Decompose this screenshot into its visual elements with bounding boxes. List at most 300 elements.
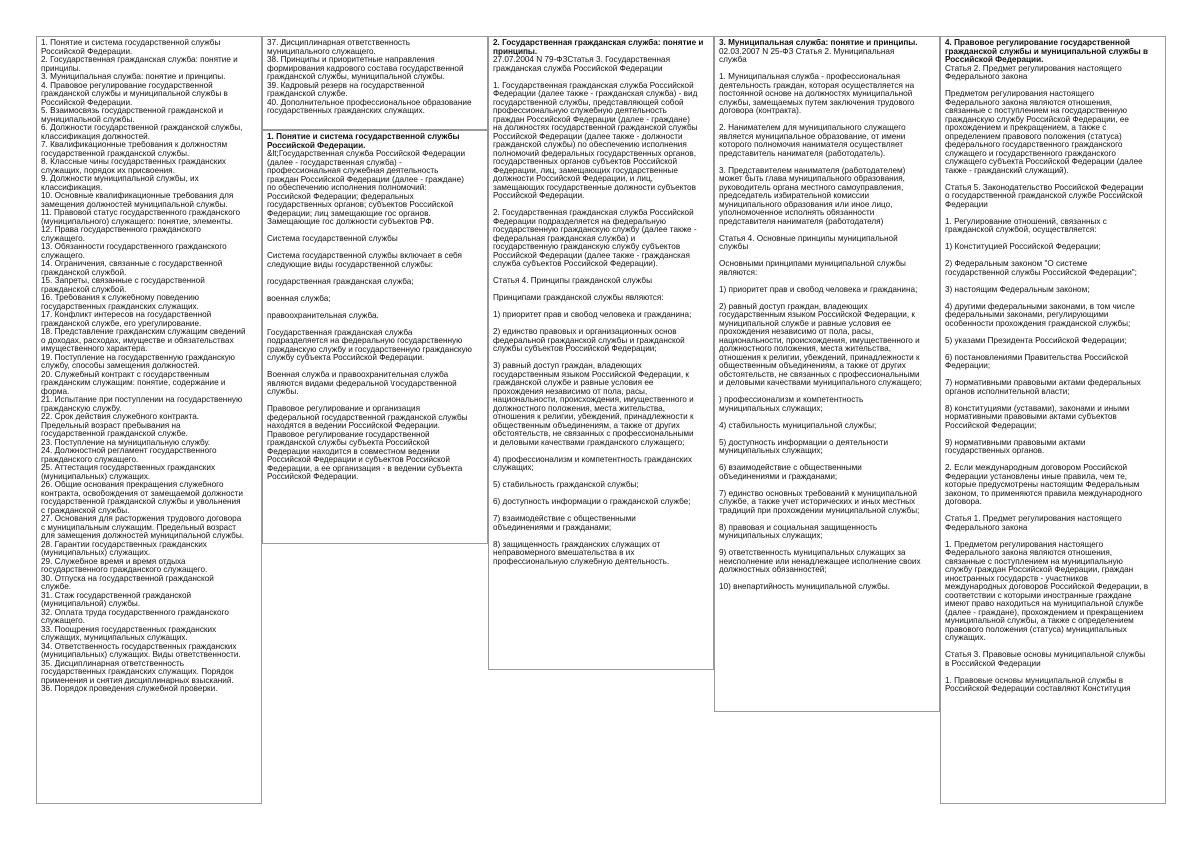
text-line: гражданскую службу. (41, 404, 122, 413)
text-line: и деловыми качествами муниципального служащего; (719, 379, 922, 387)
text-line (493, 354, 710, 363)
text-line: деятельность граждан, которая осуществляется на (719, 81, 915, 90)
text-line: определением правового положения (статуса) (945, 132, 1122, 141)
text-line: (муниципальных) служащих. (41, 549, 151, 557)
text-line: служащих; (493, 464, 534, 472)
text-line (945, 252, 1162, 261)
text-line: 9. Должности муниципальной службы, их (41, 175, 199, 183)
section-4-title (945, 39, 1162, 65)
text-line (945, 345, 1162, 354)
text-line: имущественного характера. (41, 345, 148, 353)
text-line: 26. Общие основания прекращения служебного (41, 481, 224, 489)
text-line: 23. Поступление на муниципальную службу. (41, 438, 211, 447)
text-line: 6) доступность информации о гражданской службе; (493, 498, 691, 506)
text-line (945, 82, 1162, 91)
text-line: профессиональная служебная деятельность (267, 167, 439, 175)
text-line: Федерации; лиц замещающие гос органов. (267, 209, 431, 218)
section-title-line: гражданской службы и муниципальной службы в (945, 47, 1149, 56)
text-line: служащего. (41, 251, 85, 260)
text-line: 11. Правовой статус государственного гражданского (41, 209, 240, 217)
text-line: находятся в ведении Российской Федерации. (267, 422, 440, 430)
text-line: Система государственной службы включает в себя (267, 252, 462, 260)
text-line (719, 116, 936, 125)
text-line: гражданская служба Российской Федерации (493, 64, 663, 73)
text-line (945, 371, 1162, 380)
topics-list-continued (267, 39, 484, 116)
text-line (719, 226, 936, 235)
text-line: в Российской Федерации (945, 659, 1041, 668)
text-line (945, 532, 1162, 541)
text-line: муниципальных служащих; (719, 404, 823, 413)
text-line: договора (контракта). (719, 107, 802, 115)
text-line: 14. Ограничения, связанные с государственной (41, 260, 223, 268)
text-line: государственных гражданских служащих. Порядок (41, 668, 234, 676)
text-line: 27. Основания для расторжения трудового договора (41, 515, 242, 523)
text-line: служащего и государственного гражданского (945, 149, 1116, 158)
text-line (945, 235, 1162, 244)
text-line: классификация должностей. (41, 132, 150, 141)
text-line: 7) нормативными правовыми актами федеральных (945, 379, 1141, 387)
text-line (267, 363, 484, 372)
text-line: служащего. (41, 617, 85, 625)
text-line: 31. Стаж государственной гражданской (41, 591, 192, 600)
text-line: 4) другими федеральными законами, в том числе (945, 302, 1135, 311)
text-line: уполномоченное исполнять обязанности (719, 209, 875, 217)
text-line: 17. Конфликт интересов на государственной (41, 311, 212, 319)
section-3-box (714, 36, 940, 712)
section-title-line: 3. Муниципальная служба: понятие и принципы. (719, 39, 918, 47)
text-line: граждан Российской Федерации (далее - граждане) (267, 175, 464, 184)
text-line: представителя нанимателя (работодателя) (719, 217, 884, 226)
text-line (945, 294, 1162, 303)
text-line: общественным объединениям, а также от других (719, 362, 906, 370)
text-line: государственной гражданской службы. (41, 149, 190, 158)
text-line: 3) настоящим Федеральным законом; (945, 285, 1090, 294)
text-line: правоохранительная служба. (267, 311, 379, 320)
text-line: федеральной государственной гражданской службы (267, 413, 468, 422)
text-line: Федерального закона (945, 73, 1028, 81)
text-line: 1. Понятие и система государственной службы (41, 39, 221, 47)
section-1-box (262, 130, 488, 544)
text-line: особенности прохождения гражданской службы; (945, 319, 1131, 328)
text-line: 3. Представителем нанимателя (работодателем) (719, 166, 906, 175)
text-line (719, 456, 936, 465)
text-line (267, 286, 484, 295)
text-line: 4. Правовое регулирование государственной (41, 81, 213, 90)
text-line: гражданской службой, осуществляется: (945, 226, 1097, 234)
text-line: Российской Федерации и субъектов Российской (267, 456, 450, 464)
text-line: 30. Отпуска на государственной гражданской (41, 574, 214, 583)
text-line: 29. Служебное время и время отдыха (41, 557, 186, 566)
text-line (267, 269, 484, 278)
text-line: Государственная гражданская служба (267, 328, 413, 337)
text-line (945, 277, 1162, 286)
section-4-box (940, 36, 1166, 804)
text-line: законом, то применяются правила международного (945, 489, 1143, 498)
text-line: объединениями и гражданами; (719, 472, 838, 481)
text-line (945, 668, 1162, 677)
text-line: федеральной гражданской службы и гражданской (493, 336, 685, 345)
text-line: с гражданской службы. (41, 506, 130, 515)
text-line (493, 473, 710, 482)
text-line: государственной гражданской службы и увольнения (41, 498, 241, 506)
text-line: применения и снятия дисциплинарных взысканий. (41, 676, 234, 685)
text-line: 7) взаимодействие с общественными (493, 515, 636, 523)
text-line: 21. Испытание при поступлении на государственную (41, 396, 243, 404)
text-line: муниципального служащего. (267, 47, 376, 56)
text-line: 39. Кадровый резерв на государственной (267, 81, 425, 90)
text-line: соответствии с которыми иностранные граждане (945, 591, 1132, 600)
text-line: Российской Федерации; (945, 421, 1037, 430)
topics-list (41, 39, 258, 694)
text-line (493, 490, 710, 499)
section-3-body (719, 48, 936, 592)
text-line (493, 286, 710, 295)
text-line: 10. Основные квалификационные требования для (41, 192, 234, 200)
text-line: объединениями и гражданами; (493, 523, 612, 532)
text-line: государственным языком Российской Федерации, к (493, 370, 690, 379)
text-line: 16. Требования к служебному поведению (41, 294, 199, 302)
text-line: службу субъекта Российской Федерации. (267, 354, 425, 362)
text-line: Российской Федерации (далее также - гражданская (493, 251, 690, 260)
text-line: неправомерного вмешательства в их (493, 549, 635, 557)
text-line: Правовое регулирование и организация (267, 405, 421, 413)
text-line: представитель нанимателя (работодатель). (719, 149, 886, 158)
text-line (719, 388, 936, 397)
text-line: руководитель органа местного самоуправления, (719, 183, 904, 192)
text-line: гражданского служащего. (41, 455, 139, 464)
text-line: следующие виды государственной службы: (267, 260, 433, 269)
text-line: должностного положения, места жительства, (719, 345, 892, 353)
text-line: правового положения (статуса) муниципальных (945, 625, 1127, 634)
text-line: службы. (267, 388, 299, 396)
text-line: ) профессионализм и компетентность (719, 396, 864, 404)
section-title-line: 1. Понятие и система государственной службы (267, 133, 460, 141)
text-line: Статья 4. Принципы гражданской службы (493, 277, 652, 285)
text-line: может быть глава муниципального образования, (719, 175, 905, 183)
section-1-body (267, 150, 484, 482)
text-line: Российской Федерации составляют Конституция (945, 685, 1131, 693)
text-line: гражданской службой. (41, 285, 127, 294)
text-line (945, 396, 1162, 405)
text-line (945, 430, 1162, 439)
text-line: прохождением и прекращением, а также с (945, 124, 1107, 132)
section-2-title (493, 39, 710, 56)
text-line: замещающих государственные должности субъектов (493, 183, 696, 192)
text-line: государственных органов; субъектов Российской (267, 201, 454, 209)
text-line (945, 328, 1162, 337)
text-line: должности Российской Федерации, и лиц, (493, 175, 653, 183)
text-line: Статья 3. Правовые основы муниципальной службы (945, 651, 1146, 659)
text-line: классификация. (41, 183, 103, 192)
section-3-title (719, 39, 936, 48)
text-line: государственную гражданскую службу (далее также - (493, 226, 697, 234)
text-line: Система государственной службы (267, 235, 398, 243)
text-line: являются видами федеральной \государственной (267, 379, 457, 388)
text-line: Федерации подразделяется на федеральную (493, 217, 667, 226)
text-line: федеральная гражданская служба) и (493, 234, 636, 243)
text-line (719, 515, 936, 524)
text-line: 15. Запреты, связанные с государственной (41, 277, 205, 285)
text-line (493, 507, 710, 516)
text-line: служба (719, 56, 747, 64)
text-line (719, 413, 936, 422)
text-line: должностного положения, места жительства, (493, 404, 666, 413)
text-line: 24. Должностной регламент государственного (41, 447, 217, 455)
text-line: национальности, происхождения, имущественного и (719, 336, 920, 345)
text-line: муниципальной службы, а также с определением (945, 617, 1134, 625)
text-line: председатель избирательной комиссии (719, 192, 870, 200)
text-line: военная служба; (267, 294, 331, 303)
text-line: 2) Федеральным законом "О системе (945, 260, 1088, 268)
text-line: Федерации (945, 200, 988, 209)
text-line: 12. Права государственного гражданского (41, 226, 201, 234)
text-line (945, 456, 1162, 465)
text-line: (далее - государственная служба) - (267, 158, 402, 167)
text-line: Федерального закона являются отношения, (945, 98, 1113, 107)
text-line (493, 320, 710, 329)
text-line: формирования кадрового состава государственной (267, 64, 464, 73)
text-line (267, 320, 484, 329)
text-line (945, 175, 1162, 184)
section-2-box (488, 36, 714, 670)
text-line: государственной службы Российской Федерации"; (945, 268, 1137, 277)
text-line: 1. Правовые основы муниципальной службы в (945, 676, 1124, 685)
text-line: о государственной гражданской службе Российской (945, 192, 1143, 200)
text-line: 2. Государственная гражданская служба: понятие и (41, 56, 238, 64)
text-line: которые предусмотрены настоящим Федеральным (945, 481, 1140, 489)
text-line: (муниципального) служащего: понятие, элементы. (41, 217, 233, 226)
text-line: службе, а также учет исторических и иных местных (719, 498, 916, 506)
text-line: прохождения независимо от пола, расы, (719, 328, 874, 336)
text-line: (муниципальной) службы. (41, 600, 141, 608)
text-line: служащего. (41, 234, 85, 243)
text-line: прохождения независимо от пола, расы, (493, 387, 648, 396)
text-line: гражданской службы и муниципальной службы в (41, 90, 228, 98)
text-line: Федерации, а ее организация - в ведении субъекта (267, 464, 463, 473)
text-line: международных договоров Российской Федерации, в (945, 583, 1149, 591)
text-line: нормативными правовыми актами субъектов (945, 413, 1117, 421)
text-line (719, 294, 936, 303)
text-line: гражданской службе и равные условия ее (493, 379, 654, 387)
text-line: службы (719, 243, 749, 251)
text-line: постоянной основе на должностях муниципальной (719, 90, 913, 98)
text-line: Предметом регулирования настоящего (945, 90, 1095, 98)
text-line: национальности, происхождения, имущественного и (493, 396, 694, 404)
text-line: 1. Муниципальная служба - профессиональная (719, 73, 901, 81)
text-line: договора. (945, 498, 982, 506)
text-line (945, 643, 1162, 652)
text-line: должностных обязанностей; (719, 566, 827, 574)
text-line: 1) приоритет прав и свобод человека и гражданина; (719, 285, 918, 294)
column-1-topics (36, 36, 262, 804)
section-title-line: Российской Федерации. (267, 141, 366, 150)
text-line: гражданским служащим: понятие, содержание и (41, 379, 226, 387)
text-line: Военная служба и правоохранительная служба (267, 371, 449, 379)
text-line: 1. Предметом регулирования настоящего (945, 540, 1104, 549)
text-line: федерального государственного гражданского (945, 141, 1123, 149)
text-line: Принципами гражданской службы являются: (493, 294, 664, 302)
text-line: и деловыми качествами гражданского служащего; (493, 438, 685, 447)
text-line: 7. Квалификационные требования к должностям (41, 141, 228, 149)
text-line (493, 269, 710, 278)
section-2-body (493, 56, 710, 566)
text-line: гражданскую службу и государственную гражданскую (267, 345, 472, 354)
text-line: 1) Конституцией Российской Федерации; (945, 243, 1101, 251)
text-line (267, 244, 484, 253)
text-line: Федерации; (945, 362, 991, 370)
text-line: является муниципальное образование, от имени (719, 132, 906, 141)
text-line: 1) приоритет прав и свобод человека и гражданина; (493, 311, 692, 319)
text-line (719, 65, 936, 74)
text-line: государственных органов субъектов Российской (493, 158, 678, 166)
text-line: 9) нормативными правовыми актами (945, 438, 1086, 447)
text-line (493, 447, 710, 456)
text-line (267, 303, 484, 312)
text-line (945, 209, 1162, 218)
text-line: обстоятельств, не связанных с профессиональными (719, 370, 920, 379)
text-line: государственную гражданскую службу субъектов (493, 243, 681, 251)
text-line: 25. Аттестация государственных гражданских (41, 464, 216, 472)
text-line: государственным языком Российской Федерации, к (719, 311, 916, 319)
text-line: службе. (41, 583, 72, 591)
text-line: органов исполнительной власти; (945, 387, 1070, 396)
text-line: гражданской службы) по обеспечению исполнения (493, 141, 687, 149)
text-line: 33. Поощрения государственных гражданских (41, 625, 217, 634)
text-line (719, 252, 936, 261)
text-line: службу граждан Российской Федерации, граждан (945, 566, 1134, 574)
text-line: являются: (719, 268, 758, 277)
text-line: также - гражданский служащий). (945, 166, 1069, 175)
text-line: общественным объединениям, а также от других (493, 421, 680, 430)
text-line (719, 430, 936, 439)
text-line: (далее - граждане), прохождением и прекращением (945, 608, 1144, 617)
text-line: (муниципальных) служащих. Виды ответственности. (41, 651, 241, 659)
text-line: служащих. (945, 634, 986, 642)
text-line: форма. (41, 387, 70, 396)
text-line: Российской Федерации. (267, 473, 359, 481)
text-line: Федерации установлены иные правила, чем те, (945, 472, 1128, 481)
text-line: 5) доступность информации о деятельности (719, 438, 889, 447)
text-line: гражданской службе, его урегулирование. (41, 319, 202, 328)
text-line: Федерации находится в совместном ведении (267, 447, 440, 456)
text-line: служащих, муниципальных служащих. (41, 634, 188, 642)
text-line: 8. Классные чины государственных гражданских (41, 158, 227, 166)
text-line: 5. Взаимосвязь государственной гражданской и (41, 107, 224, 115)
text-line: 2. Нанимателем для муниципального служащего (719, 124, 906, 132)
text-line: Статья 1. Предмет регулирования настоящего (945, 515, 1122, 523)
text-line: 13. Обязанности государственного гражданского (41, 243, 227, 251)
text-line: для замещения должностей муниципальной службы. (41, 532, 244, 540)
text-line: 6) постановлениями Правительства Российской (945, 353, 1129, 362)
text-line: 38. Принципы и приоритетные направления (267, 56, 435, 64)
section-title-line: принципы. (493, 47, 538, 56)
text-line: муниципальной службы. (41, 115, 135, 124)
text-line: службы субъектов Российской Федерации; (493, 345, 657, 353)
text-line: которого полномочия нанимателя осуществляет (719, 141, 903, 149)
text-line: 8) конституциями (уставами), законами и иными (945, 404, 1130, 413)
text-line: 1. Государственная гражданская служба Российской (493, 81, 694, 90)
text-line: муниципальной службе и равные условия ее (719, 319, 891, 328)
text-line: службы, замещаемых путем заключения трудового (719, 98, 915, 107)
text-line: государственная гражданская служба; (267, 277, 414, 286)
text-line: связанные с поступлением на муниципальную (945, 557, 1123, 566)
text-line: Статья 2. Предмет регулирования настоящего (945, 64, 1122, 73)
text-line: гражданской службы субъекта Российской (267, 439, 430, 447)
text-line: традиций при прохождении муниципальной службы; (719, 506, 920, 515)
text-line (493, 303, 710, 312)
text-line: Российской Федерации. (41, 98, 133, 107)
text-line: 20. Служебный контракт с государственным (41, 370, 210, 379)
text-line: Предельный возраст пребывания на (41, 421, 181, 430)
text-line (267, 397, 484, 406)
text-line: 2) единство правовых и организационных основ (493, 328, 677, 336)
text-line: Статья 4. Основные принципы муниципальной (719, 234, 898, 243)
text-line: государственного гражданского служащего. (41, 566, 208, 574)
text-line: неисполнение или ненадлежащее исполнение своих (719, 557, 921, 566)
text-line: 27.07.2004 N 79-ФЗСтатья 3. Государственная (493, 56, 671, 64)
text-line: 8) защищенность гражданских служащих от (493, 540, 661, 549)
text-line: Основными принципами муниципальной службы (719, 260, 906, 268)
text-line: служба субъектов Российской Федерации). (493, 260, 658, 268)
text-line: 8) правовая и социальная защищенность (719, 523, 878, 532)
text-line: подразделяется на федеральную государственную (267, 337, 463, 345)
text-line: муниципального образования или иное лицо, (719, 200, 893, 209)
text-line: служащих, порядок их присвоения. (41, 166, 175, 175)
text-line: Российской Федерации (далее также - должности (493, 132, 683, 141)
text-line: замещения должностей муниципальной службы. (41, 200, 228, 209)
section-title-line: 2. Государственная гражданская служба: понятие и (493, 39, 704, 47)
text-line: контракта, освобождения от замещаемой должности (41, 489, 243, 498)
text-line (493, 73, 710, 82)
text-line (719, 575, 936, 584)
text-line: 2. Государственная гражданская служба Российской (493, 209, 694, 217)
text-line: &lt;Государственная служба Российской Федерации (267, 150, 466, 158)
text-line: связанные с поступлением на государственную (945, 107, 1127, 115)
text-line: (муниципальных) служащих. (41, 472, 151, 481)
text-line (719, 541, 936, 550)
text-line: отношения к религии, убеждений, принадлежности к (493, 413, 694, 421)
text-line: 9) ответственность муниципальных служащих за (719, 549, 906, 557)
text-line: 34. Ответственность государственных гражданских (41, 642, 237, 651)
text-line (945, 507, 1162, 516)
text-line: 3) равный доступ граждан, владеющих (493, 362, 642, 370)
text-line: Замещающие гос должности субъектов РФ. (267, 218, 434, 226)
text-line: 02.03.2007 N 25-ФЗ Статья 2. Муниципальная (719, 47, 895, 56)
text-line (719, 277, 936, 286)
text-line: 3. Муниципальная служба: понятие и принципы. (41, 73, 226, 81)
text-line: 7) единство основных требований к муниципальной (719, 489, 918, 498)
text-line: Федерального закона (945, 523, 1028, 532)
text-line: Статья 5. Законодательство Российской Федерации (945, 183, 1144, 192)
text-line: принципы. (41, 64, 81, 73)
text-line: с муниципальным служащим. Предельный возраст (41, 523, 237, 532)
text-line: 19. Поступление на государственную гражданскую (41, 353, 235, 362)
text-line: 37. Дисциплинарная ответственность (267, 39, 411, 47)
text-line: 10) внепартийность муниципальной службы. (719, 583, 890, 591)
text-line: служащего субъекта Российской Федерации (далее (945, 158, 1143, 166)
text-line (719, 481, 936, 490)
text-line: государственных гражданских служащих. (267, 107, 425, 115)
text-line: Российской Федерации. (41, 47, 133, 56)
text-line: Правовое регулирование государственной (267, 430, 430, 439)
text-line: государственной службы, представляющей собой (493, 98, 684, 107)
text-line: муниципальных служащих; (719, 532, 823, 540)
text-line: 4) стабильность муниципальной службы; (719, 421, 877, 430)
text-line: государственных гражданских служащих. (41, 302, 199, 311)
text-line: 28. Гарантии государственных гражданских (41, 540, 207, 549)
section-4-body (945, 65, 1162, 694)
